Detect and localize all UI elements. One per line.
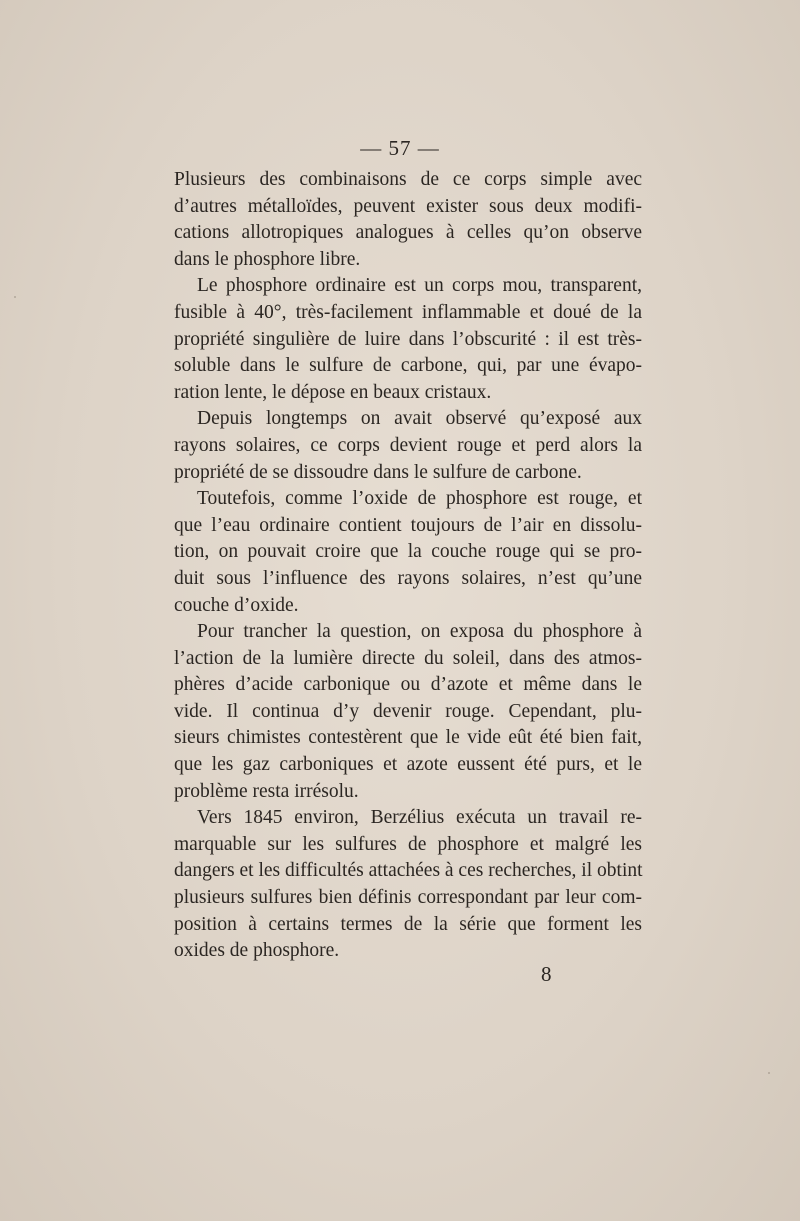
text-line: problème resta irrésolu. [174, 780, 359, 802]
page-number: — 57 — [360, 136, 440, 160]
text-line: oxides de phosphore. [174, 940, 340, 962]
paragraph [174, 486, 642, 619]
text-line: Pour trancher la question, on exposa du phosphore à [197, 621, 642, 643]
text-line: ration lente, le dépose en beaux cristaux. [174, 381, 492, 403]
text-line: Toutefois, comme l’oxide de phosphore est rouge, et [197, 488, 642, 510]
text-line: tion, on pouvait croire que la couche rouge qui se pro- [174, 541, 642, 563]
paper-speck [768, 1072, 770, 1074]
text-line: cations allotropiques analogues à celles qu’on observe [174, 222, 642, 244]
text-line: Le phosphore ordinaire est un corps mou, transparent, [197, 275, 642, 297]
text-line: Plusieurs des combinaisons de ce corps simple avec [174, 169, 642, 190]
text-line: phères d’acide carbonique ou d’azote et même dans le [174, 674, 642, 696]
text-line: soluble dans le sulfure de carbone, qui, par une évapo- [174, 355, 642, 377]
text-line: rayons solaires, ce corps devient rouge et perd alors la [174, 434, 642, 456]
text-line: vide. Il continua d’y devenir rouge. Cependant, plu- [174, 700, 642, 722]
text-line: Vers 1845 environ, Berzélius exécuta un travail re- [197, 807, 642, 829]
text-line: dans le phosphore libre. [174, 248, 361, 270]
text-line: couche d’oxide. [174, 594, 299, 616]
text-line: l’action de la lumière directe du soleil, dans des atmos- [174, 647, 642, 669]
paragraph [174, 406, 642, 486]
text-line: que les gaz carboniques et azote eussent été purs, et le [174, 754, 642, 776]
paragraph [174, 273, 642, 406]
paragraph [174, 619, 642, 805]
text-line: propriété singulière de luire dans l’obscurité : il est très- [174, 328, 642, 350]
text-line: Depuis longtemps on avait observé qu’exposé aux [197, 408, 642, 430]
text-line: position à certains termes de la série que forment les [174, 913, 642, 935]
text-line: plusieurs sulfures bien définis correspondant par leur com- [174, 887, 642, 909]
text-line: marquable sur les sulfures de phosphore et malgré les [174, 833, 642, 855]
text-line: propriété de se dissoudre dans le sulfure de carbone. [174, 461, 582, 483]
text-line: sieurs chimistes contestèrent que le vide eût été bien fait, [174, 727, 642, 749]
paper-speck [14, 296, 16, 298]
text-line: fusible à 40°, très-facilement inflammable et doué de la [174, 301, 642, 323]
paragraph [174, 805, 642, 965]
paragraph [174, 167, 642, 273]
text-line: d’autres métalloïdes, peuvent exister sous deux modifi- [174, 195, 642, 217]
signature-mark: 8 [541, 962, 552, 986]
body-text [174, 167, 642, 965]
text-line: dangers et les difficultés attachées à ces recherches, il obtint [174, 860, 643, 882]
text-line: que l’eau ordinaire contient toujours de l’air en dissolu- [174, 514, 642, 536]
text-line: duit sous l’influence des rayons solaires, n’est qu’une [174, 567, 642, 589]
